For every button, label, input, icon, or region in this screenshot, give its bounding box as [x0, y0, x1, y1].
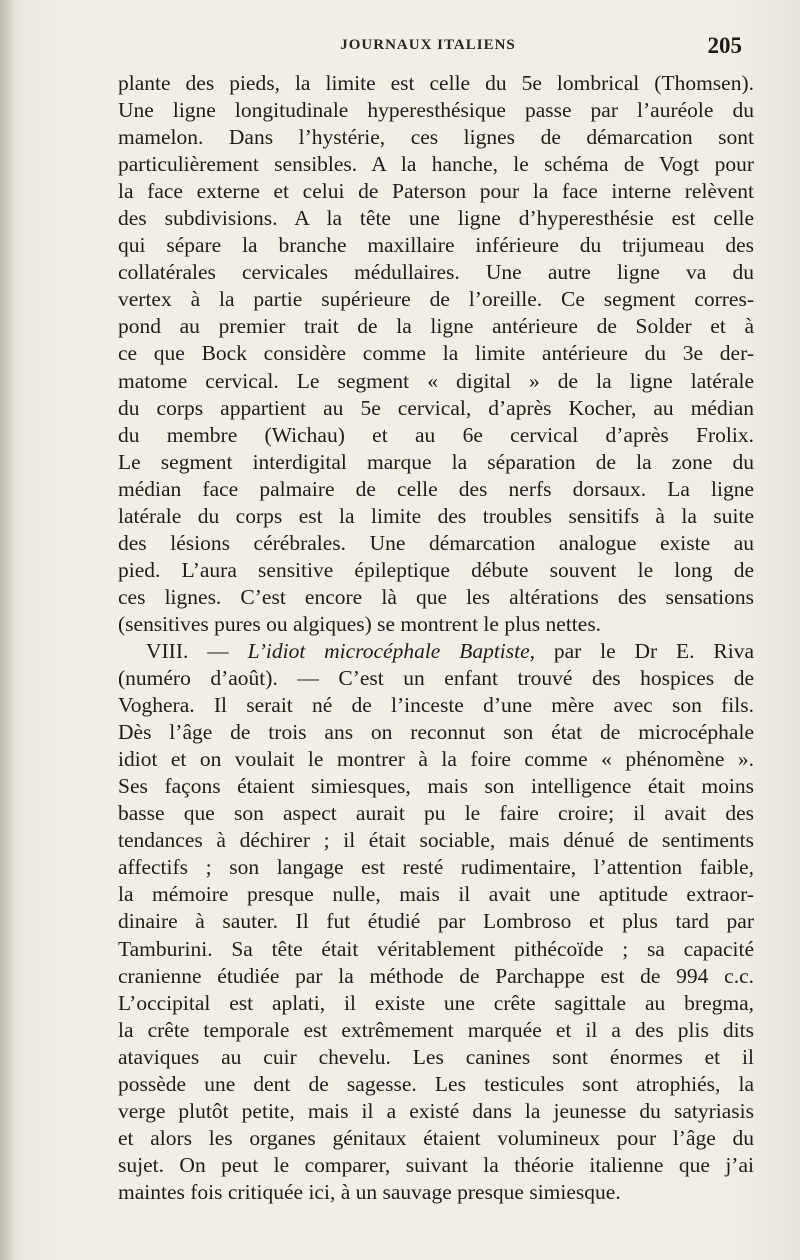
text-line: pied. L’aura sensitive épileptique débute souvent le long de: [118, 557, 754, 582]
text-line: qui sépare la branche maxillaire inférieure du trijumeau des: [118, 233, 754, 258]
section-heading-line: [118, 638, 754, 665]
text-line: idiot et on voulait le montrer à la foire comme « phénomène ».: [118, 747, 754, 772]
text-line: Une ligne longitudinale hyperesthésique passe par l’auréole du: [118, 98, 754, 123]
section-number: VIII. —: [146, 638, 248, 663]
text-line: maintes fois critiquée ici, à un sauvage presque simiesque.: [118, 1179, 621, 1204]
text-line: des lésions cérébrales. Une démarcation analogue existe au: [118, 530, 754, 555]
text-line: des subdivisions. A la tête une ligne d’hyperesthésie est celle: [118, 206, 754, 231]
page-number: 205: [707, 33, 742, 58]
text-line: vertex à la partie supérieure de l’oreille. Ce segment corres-: [118, 287, 754, 312]
text-line: sujet. On peut le comparer, suivant la théorie italienne que j’ai: [118, 1152, 754, 1177]
text-line: affectifs ; son langage est resté rudimentaire, l’attention faible,: [118, 855, 754, 880]
text-line: plante des pieds, la limite est celle du 5e lombrical (Thomsen).: [118, 71, 754, 95]
text-line: ataviques au cuir chevelu. Les canines sont énormes et il: [118, 1044, 754, 1069]
text-line: la face externe et celui de Paterson pour la face interne relèvent: [118, 179, 754, 204]
page-header: [110, 33, 746, 63]
text-line: ce que Bock considère comme la limite antérieure du 3e der-: [118, 341, 754, 366]
text-line: Ses façons étaient simiesques, mais son intelligence était moins: [118, 774, 754, 799]
text-line: latérale du corps est la limite des troubles sensitifs à la suite: [118, 503, 754, 528]
text-line: matome cervical. Le segment « digital » de la ligne latérale: [118, 368, 754, 393]
text-line: L’occipital est aplati, il existe une crête sagittale au bregma,: [118, 990, 754, 1015]
text-line: collatérales cervicales médullaires. Une autre ligne va du: [118, 260, 754, 285]
text-line: la crête temporale est extrêmement marquée et il a des plis dits: [118, 1017, 754, 1042]
text-line: Tamburini. Sa tête était véritablement pithécoïde ; sa capacité: [118, 936, 754, 961]
text-line: pond au premier trait de la ligne antérieure de Solder et à: [118, 314, 754, 339]
text-line: possède une dent de sagesse. Les testicules sont atrophiés, la: [118, 1071, 754, 1096]
text-line: dinaire à sauter. Il fut étudié par Lombroso et plus tard par: [118, 909, 754, 934]
text-line: tendances à déchirer ; il était sociable, mais dénué de sentiments: [118, 828, 754, 853]
text-line: la mémoire presque nulle, mais il avait une aptitude extraor-: [118, 882, 754, 907]
text-line: médian face palmaire de celle des nerfs dorsaux. La ligne: [118, 476, 754, 501]
text-line: du corps appartient au 5e cervical, d’après Kocher, au médian: [118, 395, 754, 420]
running-title: JOURNAUX ITALIENS: [340, 37, 516, 53]
article-author: , par le Dr E. Riva: [529, 638, 754, 663]
text-line: cranienne étudiée par la méthode de Parchappe est de 994 c.c.: [118, 963, 754, 988]
text-line: Dès l’âge de trois ans on reconnut son état de microcéphale: [118, 720, 754, 745]
text-line: basse que son aspect aurait pu le faire croire; il avait des: [118, 801, 754, 826]
text-line: particulièrement sensibles. A la hanche, le schéma de Vogt pour: [118, 152, 754, 177]
text-line: et alors les organes génitaux étaient volumineux pour l’âge du: [118, 1125, 754, 1150]
article-title: L’idiot microcéphale Baptiste: [247, 638, 530, 663]
text-line: mamelon. Dans l’hystérie, ces lignes de démarcation sont: [118, 125, 754, 150]
gutter-shadow: [0, 0, 14, 1260]
text-line: Voghera. Il serait né de l’inceste d’une mère avec son fils.: [118, 693, 754, 718]
text-line: ces lignes. C’est encore là que les altérations des sensations: [118, 584, 754, 609]
text-line: Le segment interdigital marque la séparation de la zone du: [118, 449, 754, 474]
body-text: [118, 70, 754, 1206]
text-line: du membre (Wichau) et au 6e cervical d’après Frolix.: [118, 422, 754, 447]
text-line: (sensitives pures ou algiques) se montrent le plus nettes.: [118, 611, 602, 636]
text-line: verge plutôt petite, mais il a existé dans la jeunesse du satyriasis: [118, 1098, 754, 1123]
text-line: (numéro d’août). — C’est un enfant trouvé des hospices de: [118, 666, 754, 691]
